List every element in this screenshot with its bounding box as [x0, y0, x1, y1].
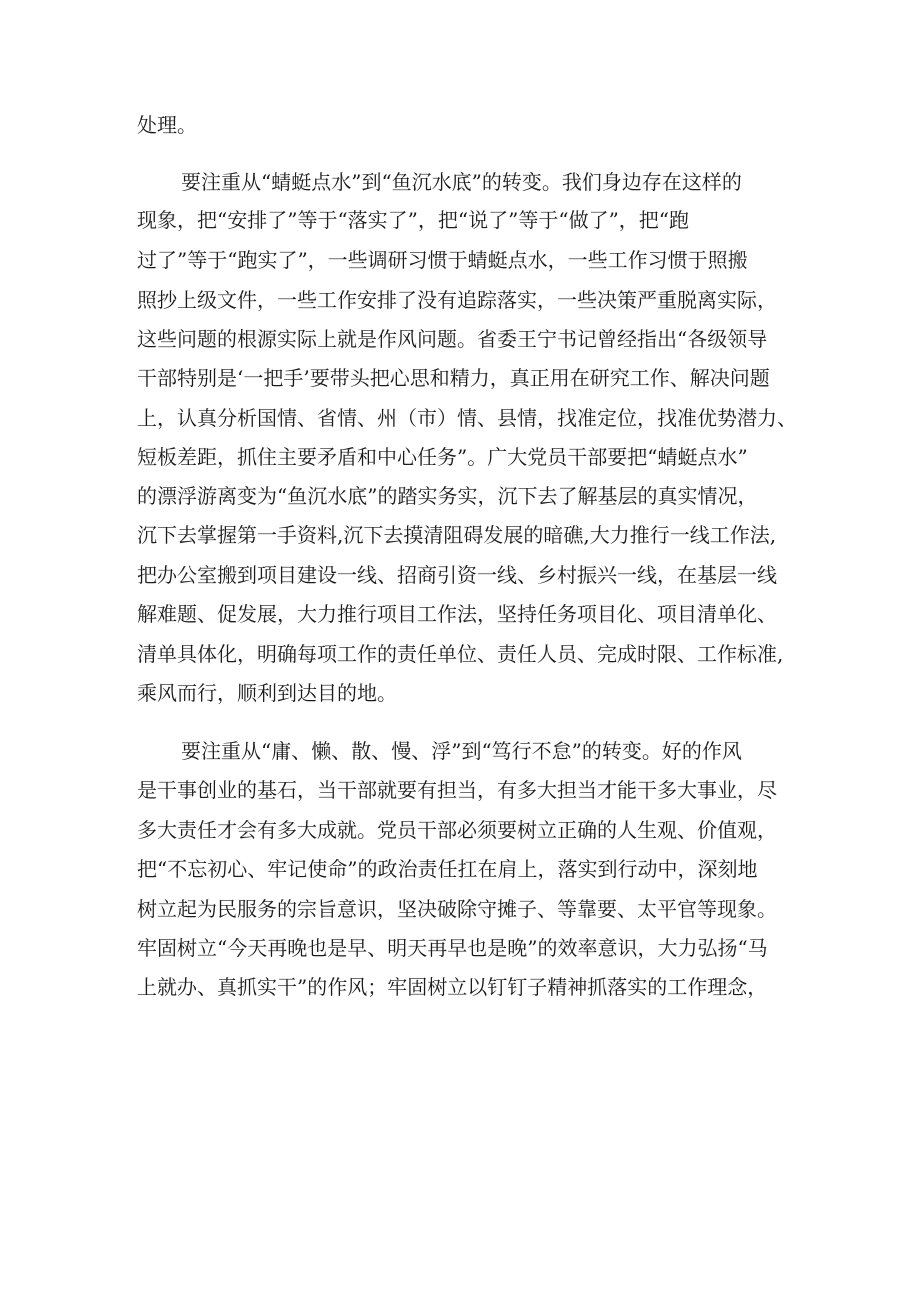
text-line-12: 把办公室搬到项目建设一线、招商引资一线、乡村振兴一线，在基层一线	[137, 563, 777, 587]
text-line-8: 上，认真分析国情、省情、州（市）情、县情，找准定位，找准优势潜力、	[137, 406, 797, 430]
text-line-21: 牢固树立“今天再晚也是早、明天再早也是晚”的效率意识，大力弘扬“马	[137, 936, 768, 960]
text-line-11: 沉下去掌握第一手资料,沉下去摸清阻碍发展的暗礁,大力推行一线工作法,	[137, 523, 777, 547]
text-line-1: 处理。	[137, 113, 197, 137]
text-line-20: 树立起为民服务的宗旨意识，坚决破除守摊子、等靠要、太平官等现象。	[137, 897, 777, 921]
text-line-22: 上就办、真抓实干”的作风；牢固树立以钉钉子精神抓落实的工作理念，	[137, 975, 768, 999]
text-line-19: 把“不忘初心、牢记使命”的政治责任扛在肩上，落实到行动中，深刻地	[137, 857, 758, 881]
text-line-6: 这些问题的根源实际上就是作风问题。省委王宁书记曾经指出“各级领导	[137, 327, 768, 351]
text-line-10: 的漂浮游离变为“鱼沉水底”的踏实务实，沉下去了解基层的真实情况，	[137, 484, 758, 508]
text-line-15: 乘风而行，顺利到达目的地。	[137, 681, 397, 705]
text-line-16: 要注重从“庸、懒、散、慢、浮”到“笃行不怠”的转变。好的作风	[181, 739, 742, 763]
text-line-3: 现象，把“安排了”等于“落实了”，把“说了”等于“做了”，把“跑	[137, 208, 690, 232]
text-line-17: 是干事创业的基石，当干部就要有担当，有多大担当才能干多大事业，尽	[137, 778, 777, 802]
text-line-2: 要注重从“蜻蜓点水”到“鱼沉水底”的转变。我们身边存在这样的	[181, 170, 742, 194]
text-line-5: 照抄上级文件，一些工作安排了没有追踪落实，一些决策严重脱离实际，	[137, 288, 777, 312]
text-line-18: 多大责任才会有多大成就。党员干部必须要树立正确的人生观、价值观，	[137, 818, 777, 842]
text-line-7: 干部特别是‘一把手’要带头把心思和精力，真正用在研究工作、解决问题	[137, 366, 770, 390]
text-line-13: 解难题、促发展，大力推行项目工作法，坚持任务项目化、项目清单化、	[137, 602, 777, 626]
text-line-9: 短板差距，抓住主要矛盾和中心任务”。广大党员干部要把“蜻蜓点水”	[137, 445, 748, 469]
text-line-4: 过了”等于“跑实了”，一些调研习惯于蜻蜓点水，一些工作习惯于照搬	[137, 248, 748, 272]
text-line-14: 清单具体化，明确每项工作的责任单位、责任人员、完成时限、工作标准,	[137, 642, 784, 666]
